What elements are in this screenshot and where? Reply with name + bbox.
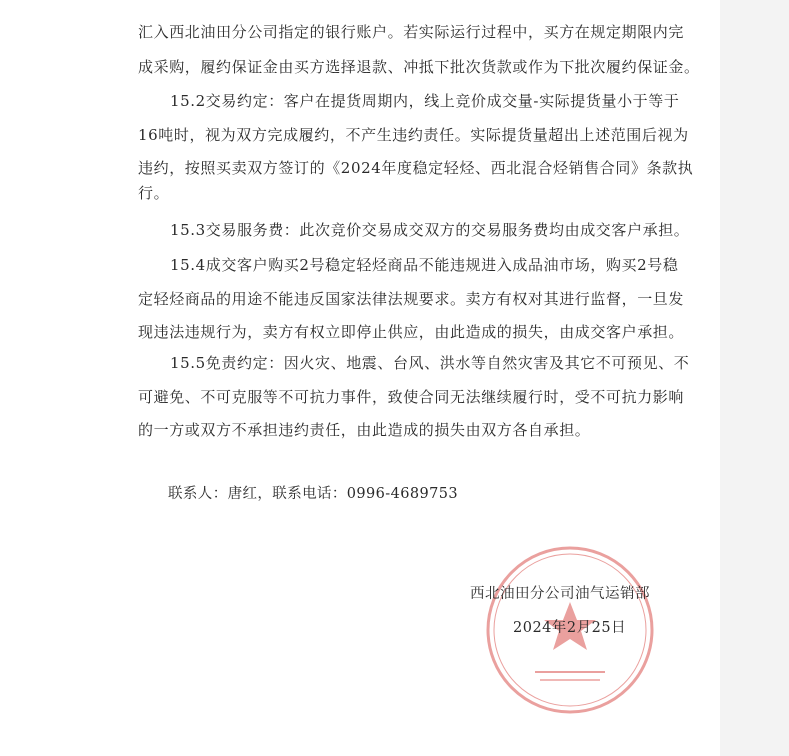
body-line: 16吨时，视为双方完成履约，不产生违约责任。实际提货量超出上述范围后视为	[138, 126, 689, 144]
clause-15-4-line: 15.4成交客户购买2号稳定轻烃商品不能违规进入成品油市场，购买2号稳	[170, 256, 679, 274]
body-line: 现违法违规行为，卖方有权立即停止供应，由此造成的损失，由成交客户承担。	[138, 323, 685, 341]
clause-15-5-line: 15.5免责约定：因火灾、地震、台风、洪水等自然灾害及其它不可预见、不	[170, 354, 690, 372]
body-line: 成采购，履约保证金由买方选择退款、冲抵下批次货款或作为下批次履约保证金。	[138, 58, 700, 76]
page-margin-background	[720, 0, 789, 756]
body-line: 定轻烃商品的用途不能违反国家法律法规要求。卖方有权对其进行监督，一旦发	[138, 290, 685, 308]
contact-info: 联系人：唐红，联系电话：0996-4689753	[168, 486, 458, 502]
body-line: 的一方或双方不承担违约责任，由此造成的损失由双方各自承担。	[138, 421, 591, 439]
signature-date: 2024年2月25日	[513, 620, 627, 636]
clause-15-3-line: 15.3交易服务费：此次竞价交易成交双方的交易服务费均由成交客户承担。	[170, 221, 690, 239]
clause-15-2-line: 15.2交易约定：客户在提货周期内，线上竞价成交量-实际提货量小于等于	[170, 92, 680, 110]
body-line: 行。	[138, 184, 170, 202]
body-line: 汇入西北油田分公司指定的银行账户。若实际运行过程中，买方在规定期限内完	[138, 23, 685, 41]
signature-organization: 西北油田分公司油气运销部	[470, 586, 650, 602]
body-line: 可避免、不可克服等不可抗力事件，致使合同无法继续履行时，受不可抗力影响	[138, 388, 685, 406]
body-line: 违约，按照买卖双方签订的《2024年度稳定轻烃、西北混合烃销售合同》条款执	[138, 159, 694, 177]
